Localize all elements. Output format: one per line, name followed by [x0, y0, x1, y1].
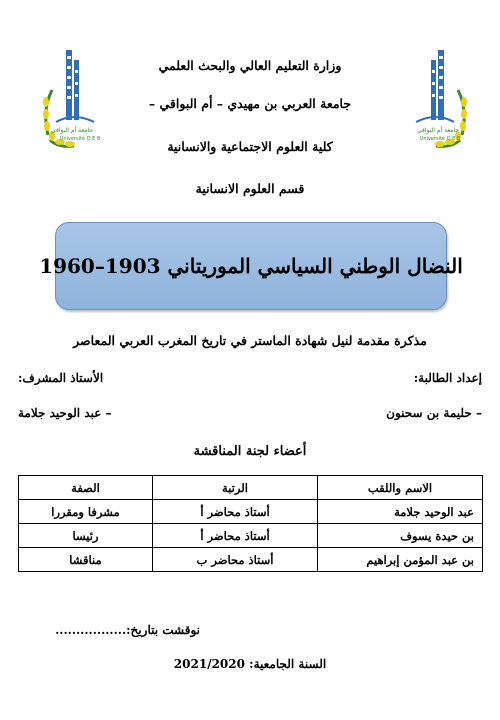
ministry-name: وزارة التعليم العالي والبحث العلمي	[158, 58, 342, 73]
logo-caption-ar-right: جامعة أم البواقي	[417, 127, 459, 134]
header-name: الاسم واللقب	[318, 476, 483, 500]
member-rank: أستاذ محاضر ب	[153, 548, 318, 572]
table-row	[19, 524, 483, 548]
member-rank: أستاذ محاضر أ	[153, 500, 318, 524]
thesis-title-box	[39, 222, 463, 310]
header-role: الصفة	[19, 476, 153, 500]
member-name: بن عبد المؤمن إبراهيم	[318, 548, 483, 572]
student-name: – حليمة بن سحنون	[386, 406, 482, 420]
department-name: قسم العلوم الانسانية	[195, 181, 305, 196]
header-rank: الرتبة	[153, 476, 318, 500]
table-row	[19, 548, 483, 572]
logo-caption-fr-right: Université O E B	[419, 136, 461, 142]
logo-caption-ar: جامعة أم البواقي	[51, 127, 93, 134]
logo-caption-fr: Université O E B	[59, 136, 101, 142]
member-role: مشرفا ومقررا	[19, 500, 153, 524]
university-logo-right	[400, 40, 472, 152]
jury-table	[18, 475, 483, 572]
university-name: جامعة العربي بن مهيدي – أم البواقي –	[148, 96, 352, 111]
member-name: بن حيدة يسوف	[318, 524, 483, 548]
table-row	[19, 500, 483, 524]
thesis-memo: مذكرة مقدمة لنيل شهادة الماستر في تاريخ المغرب العربي المعاصر	[73, 333, 427, 348]
member-name: عبد الوحيد جلامة	[318, 500, 483, 524]
jury-title: أعضاء لجنة المناقشة	[193, 444, 307, 459]
defense-date: نوقشت بتاريخ:.................	[55, 623, 200, 637]
supervisor-name: – عبد الوحيد جلامة	[18, 406, 112, 420]
supervisor-label: الأستاذ المشرف:	[18, 371, 104, 385]
member-role: رئيسا	[19, 524, 153, 548]
academic-year: السنة الجامعية: 2021/2020	[173, 657, 327, 671]
faculty-name: كلية العلوم الاجتماعية والانسانية	[167, 139, 333, 154]
university-logo-left	[38, 40, 110, 152]
member-role: مناقشا	[19, 548, 153, 572]
prepared-by-label: إعداد الطالبة:	[413, 371, 482, 385]
table-header-row	[19, 476, 483, 500]
thesis-title: النضال الوطني السياسي الموريتاني 1903–1960	[39, 254, 463, 278]
member-rank: أستاذ محاضر أ	[153, 524, 318, 548]
